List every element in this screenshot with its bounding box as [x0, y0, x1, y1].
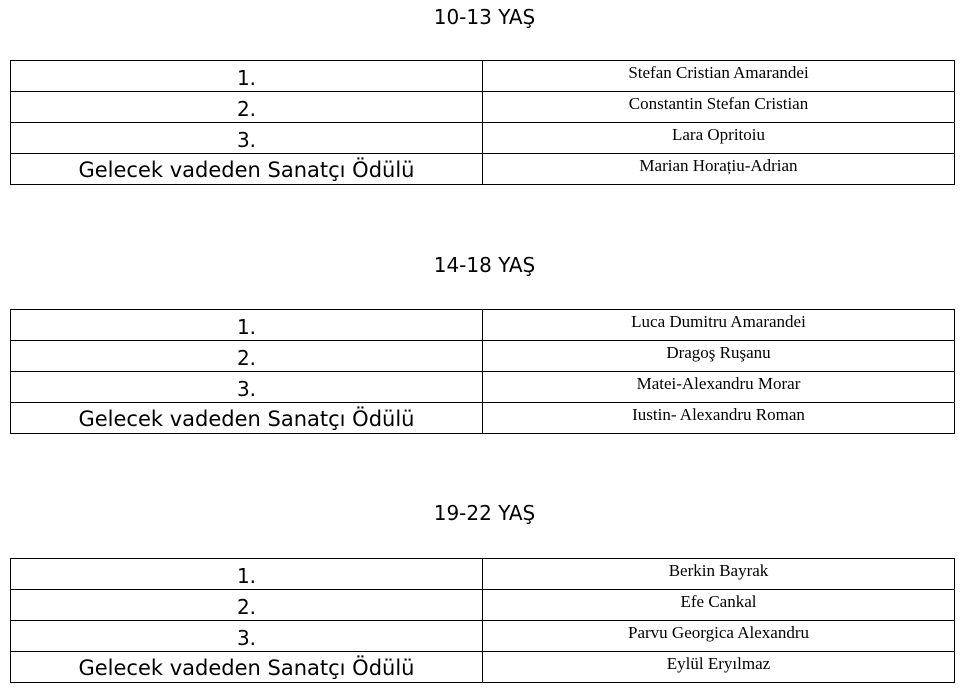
place-cell [11, 61, 483, 92]
table-row [11, 403, 955, 434]
name-cell [483, 61, 955, 92]
winner-name: Parvu Georgica Alexandru [628, 623, 809, 642]
winner-name: Matei-Alexandru Morar [636, 374, 801, 393]
place-cell [11, 559, 483, 590]
winner-name: Stefan Cristian Amarandei [628, 63, 809, 82]
table-row [11, 559, 955, 590]
table-row [11, 154, 955, 185]
place-cell [11, 403, 483, 434]
winner-name: Iustin- Alexandru Roman [632, 405, 805, 424]
name-cell [483, 403, 955, 434]
place-cell [11, 590, 483, 621]
name-cell [483, 652, 955, 683]
place-cell [11, 154, 483, 185]
place-cell [11, 310, 483, 341]
name-cell [483, 154, 955, 185]
table-row [11, 123, 955, 154]
section-title-10-13: 10-13 YAŞ [433, 5, 536, 29]
place-label: 1. [236, 564, 257, 588]
award-label: Gelecek vadeden Sanatçı Ödülü [78, 656, 415, 680]
place-cell [11, 621, 483, 652]
place-label: 2. [236, 595, 257, 619]
award-label: Gelecek vadeden Sanatçı Ödülü [78, 158, 415, 182]
winner-name: Efe Cankal [680, 592, 757, 611]
section-title-14-18: 14-18 YAŞ [433, 253, 536, 277]
place-label: 3. [236, 377, 257, 401]
name-cell [483, 92, 955, 123]
results-table-19-22 [10, 558, 955, 683]
place-cell [11, 92, 483, 123]
winner-name: Eylül Eryılmaz [666, 654, 771, 673]
place-cell [11, 341, 483, 372]
name-cell [483, 372, 955, 403]
table-row [11, 372, 955, 403]
place-label: 1. [236, 66, 257, 90]
name-cell [483, 341, 955, 372]
winner-name: Lara Opritoiu [672, 125, 765, 144]
table-row [11, 621, 955, 652]
place-label: 2. [236, 346, 257, 370]
results-table-10-13 [10, 60, 955, 185]
winner-name: Luca Dumitru Amarandei [631, 312, 806, 331]
winner-name: Dragoş Ruşanu [666, 343, 771, 362]
place-label: 3. [236, 626, 257, 650]
table-row [11, 61, 955, 92]
name-cell [483, 123, 955, 154]
table-row [11, 310, 955, 341]
award-label: Gelecek vadeden Sanatçı Ödülü [78, 407, 415, 431]
name-cell [483, 559, 955, 590]
table-row [11, 92, 955, 123]
table-row [11, 652, 955, 683]
place-label: 2. [236, 97, 257, 121]
name-cell [483, 590, 955, 621]
section-title-19-22: 19-22 YAŞ [433, 501, 536, 525]
table-row [11, 341, 955, 372]
name-cell [483, 621, 955, 652]
place-label: 3. [236, 128, 257, 152]
place-cell [11, 123, 483, 154]
table-row [11, 590, 955, 621]
winner-name: Constantin Stefan Cristian [628, 94, 809, 113]
winner-name: Berkin Bayrak [668, 561, 769, 580]
place-cell [11, 372, 483, 403]
name-cell [483, 310, 955, 341]
results-table-14-18 [10, 309, 955, 434]
place-label: 1. [236, 315, 257, 339]
winner-name: Marian Horațiu-Adrian [639, 156, 798, 175]
place-cell [11, 652, 483, 683]
